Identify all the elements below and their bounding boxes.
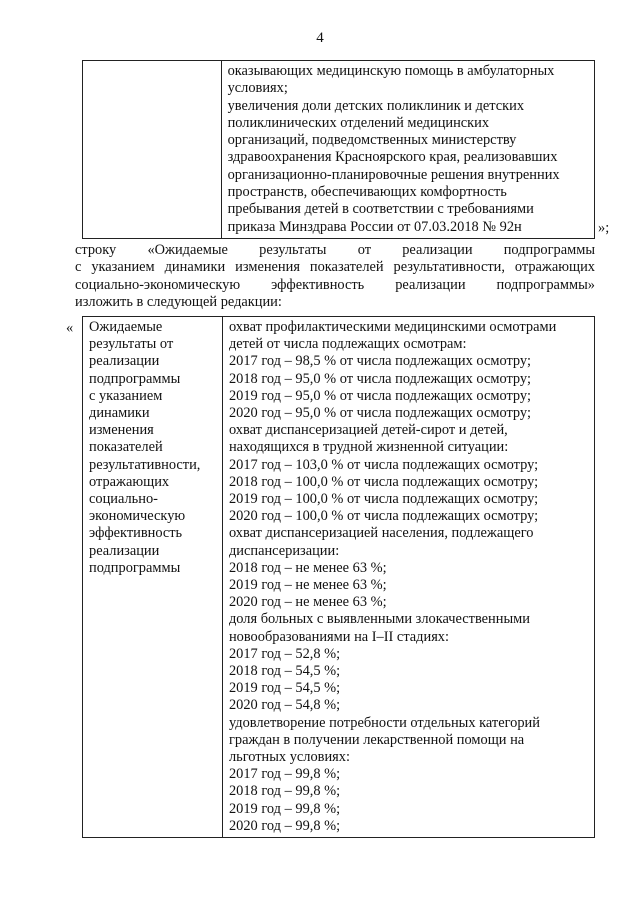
value-line: 2019 год – 95,0 % от числа подлежащих осмотру; bbox=[228, 387, 531, 404]
top-table bbox=[82, 60, 595, 239]
page-number: 4 bbox=[316, 30, 324, 46]
text-line: оказывающих медицинскую помощь в амбулаторных bbox=[227, 63, 555, 79]
label-line: результативности, bbox=[89, 456, 201, 473]
label-line: подпрограммы bbox=[89, 559, 181, 576]
label-line: Ожидаемые bbox=[89, 319, 163, 335]
label-line: реализации bbox=[89, 353, 160, 370]
text-line: приказа Минздрава России от 07.03.2018 № 92н bbox=[227, 218, 522, 235]
label-line: с указанием bbox=[89, 387, 163, 404]
text-line: увеличения доли детских поликлиник и детских bbox=[227, 97, 525, 114]
value-line: 2019 год – 100,0 % от числа подлежащих осмотру; bbox=[228, 491, 539, 508]
value-line: 2018 год – не менее 63 %; bbox=[228, 559, 387, 576]
text-line: поликлинических отделений медицинских bbox=[227, 114, 490, 131]
paragraph-word: реализации bbox=[395, 276, 466, 293]
expected-results-values-cell bbox=[222, 317, 594, 838]
paragraph-word: социально-экономическую bbox=[75, 276, 241, 293]
text-line: организаций, подведомственных министерству bbox=[227, 132, 517, 149]
paragraph-word: «Ожидаемые bbox=[147, 242, 228, 258]
label-line: показателей bbox=[89, 439, 163, 456]
paragraph-word: реализации bbox=[402, 242, 473, 258]
value-line: охват диспансеризацией детей-сирот и детей, bbox=[228, 422, 508, 439]
paragraph-line-3 bbox=[75, 277, 595, 294]
value-line: 2020 год – 100,0 % от числа подлежащих осмотру; bbox=[228, 508, 539, 525]
paragraph-word: подпрограммы» bbox=[496, 276, 595, 293]
top-table-right-cell bbox=[221, 61, 594, 239]
label-line: отражающих bbox=[89, 473, 170, 490]
label-line: изменения bbox=[89, 422, 154, 439]
closing-quote: »; bbox=[598, 220, 610, 236]
value-line: 2019 год – не менее 63 %; bbox=[228, 577, 387, 594]
paragraph-line-1 bbox=[75, 242, 595, 259]
value-line: льготных условиях: bbox=[228, 749, 350, 766]
value-line: 2020 год – 54,8 %; bbox=[228, 697, 341, 714]
value-line: 2019 год – 54,5 %; bbox=[228, 680, 341, 697]
text-line: пребывания детей в соответствии с требованиями bbox=[227, 201, 534, 218]
value-line: 2017 год – 99,8 %; bbox=[228, 766, 341, 783]
label-line: экономическую bbox=[89, 508, 186, 525]
paragraph-word: с bbox=[75, 259, 82, 276]
value-line: 2019 год – 99,8 %; bbox=[228, 800, 341, 817]
top-table-right-text bbox=[222, 61, 594, 238]
label-line: эффективность bbox=[89, 525, 183, 542]
paragraph-line-4: изложить в следующей редакции: bbox=[75, 294, 282, 311]
value-line: 2017 год – 103,0 % от числа подлежащих осмотру; bbox=[228, 456, 539, 473]
value-line: доля больных с выявленными злокачественными bbox=[228, 611, 530, 628]
label-line: социально- bbox=[89, 491, 158, 508]
paragraph-word: динамики bbox=[164, 259, 226, 276]
top-table-left-cell bbox=[83, 61, 222, 239]
value-line: 2017 год – 52,8 %; bbox=[228, 645, 341, 662]
amendment-paragraph bbox=[75, 242, 595, 312]
value-line: охват профилактическими медицинскими осмотрами bbox=[228, 319, 557, 335]
paragraph-word: указанием bbox=[91, 259, 155, 276]
paragraph-word: результаты bbox=[259, 242, 327, 258]
value-line: находящихся в трудной жизненной ситуации: bbox=[228, 439, 509, 456]
text-line: пространств, обеспечивающих комфортность bbox=[227, 184, 507, 201]
paragraph-line-2 bbox=[75, 259, 595, 276]
expected-results-values bbox=[223, 317, 594, 837]
paragraph-word: результативности, bbox=[393, 259, 505, 276]
top-table-left-text bbox=[83, 61, 221, 65]
paragraph-word: показателей bbox=[309, 259, 384, 276]
label-line: результаты от bbox=[89, 336, 174, 353]
paragraph-word: отражающих bbox=[514, 259, 595, 276]
paragraph-word: изменения bbox=[235, 259, 300, 276]
value-line: 2018 год – 95,0 % от числа подлежащих осмотру; bbox=[228, 370, 531, 387]
value-line: граждан в получении лекарственной помощи на bbox=[228, 731, 525, 748]
value-line: 2018 год – 100,0 % от числа подлежащих осмотру; bbox=[228, 473, 539, 490]
value-line: 2020 год – не менее 63 %; bbox=[228, 594, 387, 611]
value-line: 2017 год – 98,5 % от числа подлежащих осмотру; bbox=[228, 353, 531, 370]
text-line: организационно-планировочные решения внутренних bbox=[227, 166, 560, 183]
table-row bbox=[83, 317, 595, 838]
value-line: 2018 год – 54,5 %; bbox=[228, 663, 341, 680]
label-line: реализации bbox=[89, 542, 160, 559]
paragraph-word: строку bbox=[75, 242, 117, 258]
expected-results-table bbox=[82, 316, 595, 838]
value-line: диспансеризации: bbox=[228, 542, 340, 559]
paragraph-word: подпрограммы bbox=[503, 242, 595, 258]
expected-results-label-cell bbox=[83, 317, 223, 838]
value-line: 2018 год – 99,8 %; bbox=[228, 783, 341, 800]
value-line: 2020 год – 99,8 %; bbox=[228, 817, 341, 834]
opening-quote: « bbox=[66, 320, 74, 336]
value-line: охват диспансеризацией населения, подлежащего bbox=[228, 525, 534, 542]
expected-results-label bbox=[83, 317, 222, 579]
label-line: подпрограммы bbox=[89, 370, 181, 387]
label-line: динамики bbox=[89, 405, 150, 422]
text-line: здравоохранения Красноярского края, реализовавших bbox=[227, 149, 558, 166]
value-line: новообразованиями на I–II стадиях: bbox=[228, 628, 450, 645]
paragraph-word: эффективность bbox=[271, 276, 365, 293]
table-row bbox=[83, 61, 595, 239]
value-line: 2020 год – 95,0 % от числа подлежащих осмотру; bbox=[228, 405, 531, 422]
text-line: условиях; bbox=[227, 80, 288, 97]
value-line: детей от числа подлежащих осмотрам: bbox=[228, 336, 467, 353]
value-line: удовлетворение потребности отдельных категорий bbox=[228, 714, 540, 731]
paragraph-word: от bbox=[357, 242, 371, 258]
